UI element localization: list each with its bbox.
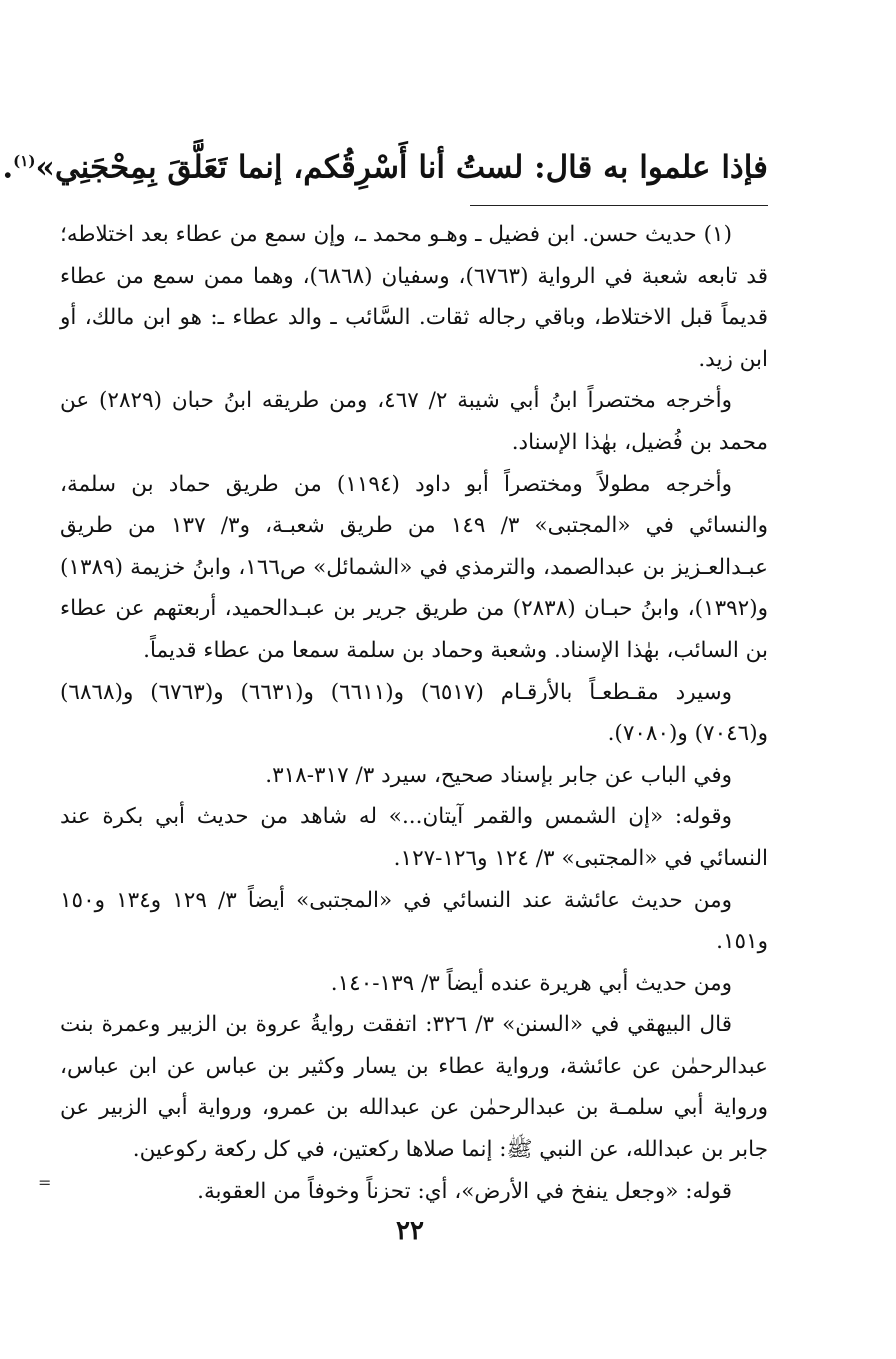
footnotes-section — [60, 214, 768, 1212]
footnote-paragraph: وسيرد مقـطعـاً بالأرقـام (٦٥١٧) و(٦٦١١) و(٦٦٣١) و(٦٧٦٣) و(٦٨٦٨) و(٧٠٤٦) و(٧٠٨٠). — [60, 679, 768, 747]
footnote-paragraph: وفي الباب عن جابر بإسناد صحيح، سيرد ٣/ ٣١٧-٣١٨. — [265, 762, 732, 788]
margin-mark: = — [38, 1173, 52, 1192]
footnote-paragraph: وأخرجه مطولاً ومختصراً أبو داود (١١٩٤) من طريق حماد بن سلمة، والنسائي في «المجتبى» ٣/ ١٤٩ من طريق شعبـة، و٣/ ١٣٧ من طريق عبـدالعـزيز بن عبدالصمد، والترمذي في «الشمائل» ص١٦٦، وابنُ خزيمة (١٣٨٩) و(١٣٩٢)، وابنُ حبـان (٢٨٣٨) من طريق جرير بن عبـدالحميد، أربعتهم عن عطاء بن السائب، بهٰذا الإسناد. وشعبة وحماد بن سلمة سمعا من عطاء قديماً. — [60, 471, 768, 663]
footnote-separator — [470, 205, 768, 206]
footnote-paragraph: قال البيهقي في «السنن» ٣/ ٣٢٦: اتفقت روايةُ عروة بن الزبير وعمرة بنت عبدالرحمٰن عن عائشة، ورواية عطاء بن يسار وكثير بن عباس عن ابن عباس، ورواية أبي سلمـة بن عبدالرحمٰن عن عبدالله بن عمرو، ورواية أبي الزبير عن جابر بن عبدالله، عن النبي ﷺ: إنما صلاها ركعتين، في كل ركعة ركوعين. — [60, 1012, 768, 1163]
main-text-line — [2, 138, 768, 190]
main-text: فإذا علموا به قال: لستُ أنا أَسْرِقُكم، إنما تَعَلَّقَ بِمِحْجَنِي» — [35, 149, 768, 186]
main-text-end: . — [2, 149, 14, 186]
footnote-paragraph: قوله: «وجعل ينفخ في الأرض»، أي: تحزناً وخوفاً من العقوبة. — [197, 1178, 732, 1204]
page-number: ٢٢ — [396, 1216, 424, 1246]
footnote-paragraph: ومن حديث عائشة عند النسائي في «المجتبى» أيضاً ٣/ ١٢٩ و١٣٤ و١٥٠ و١٥١. — [60, 887, 768, 955]
footnote-paragraph: ومن حديث أبي هريرة عنده أيضاً ٣/ ١٣٩-١٤٠. — [330, 970, 732, 996]
footnote-paragraph: (١) حديث حسن. ابن فضيل ـ وهـو محمد ـ، وإن سمع من عطاء بعد اختلاطه؛ قد تابعه شعبة في الرواية (٦٧٦٣)، وسفيان (٦٨٦٨)، وهما ممن سمع من عطاء قديماً قبل الاختلاط، وباقي رجاله ثقات. السَّائب ـ والد عطاء ـ: هو ابن مالك، أو ابن زيد. — [60, 222, 768, 372]
footnote-paragraph: وأخرجه مختصراً ابنُ أبي شيبة ٢/ ٤٦٧، ومن طريقه ابنُ حبان (٢٨٢٩) عن محمد بن فُضيل، بهٰذا الإسناد. — [60, 388, 768, 455]
footnote-paragraph: وقوله: «إن الشمس والقمر آيتان...» له شاهد من حديث أبي بكرة عند النسائي في «المجتبى» ٣/ ١٢٤ و١٢٦-١٢٧. — [60, 804, 768, 871]
footnote-reference: (١) — [13, 152, 36, 170]
